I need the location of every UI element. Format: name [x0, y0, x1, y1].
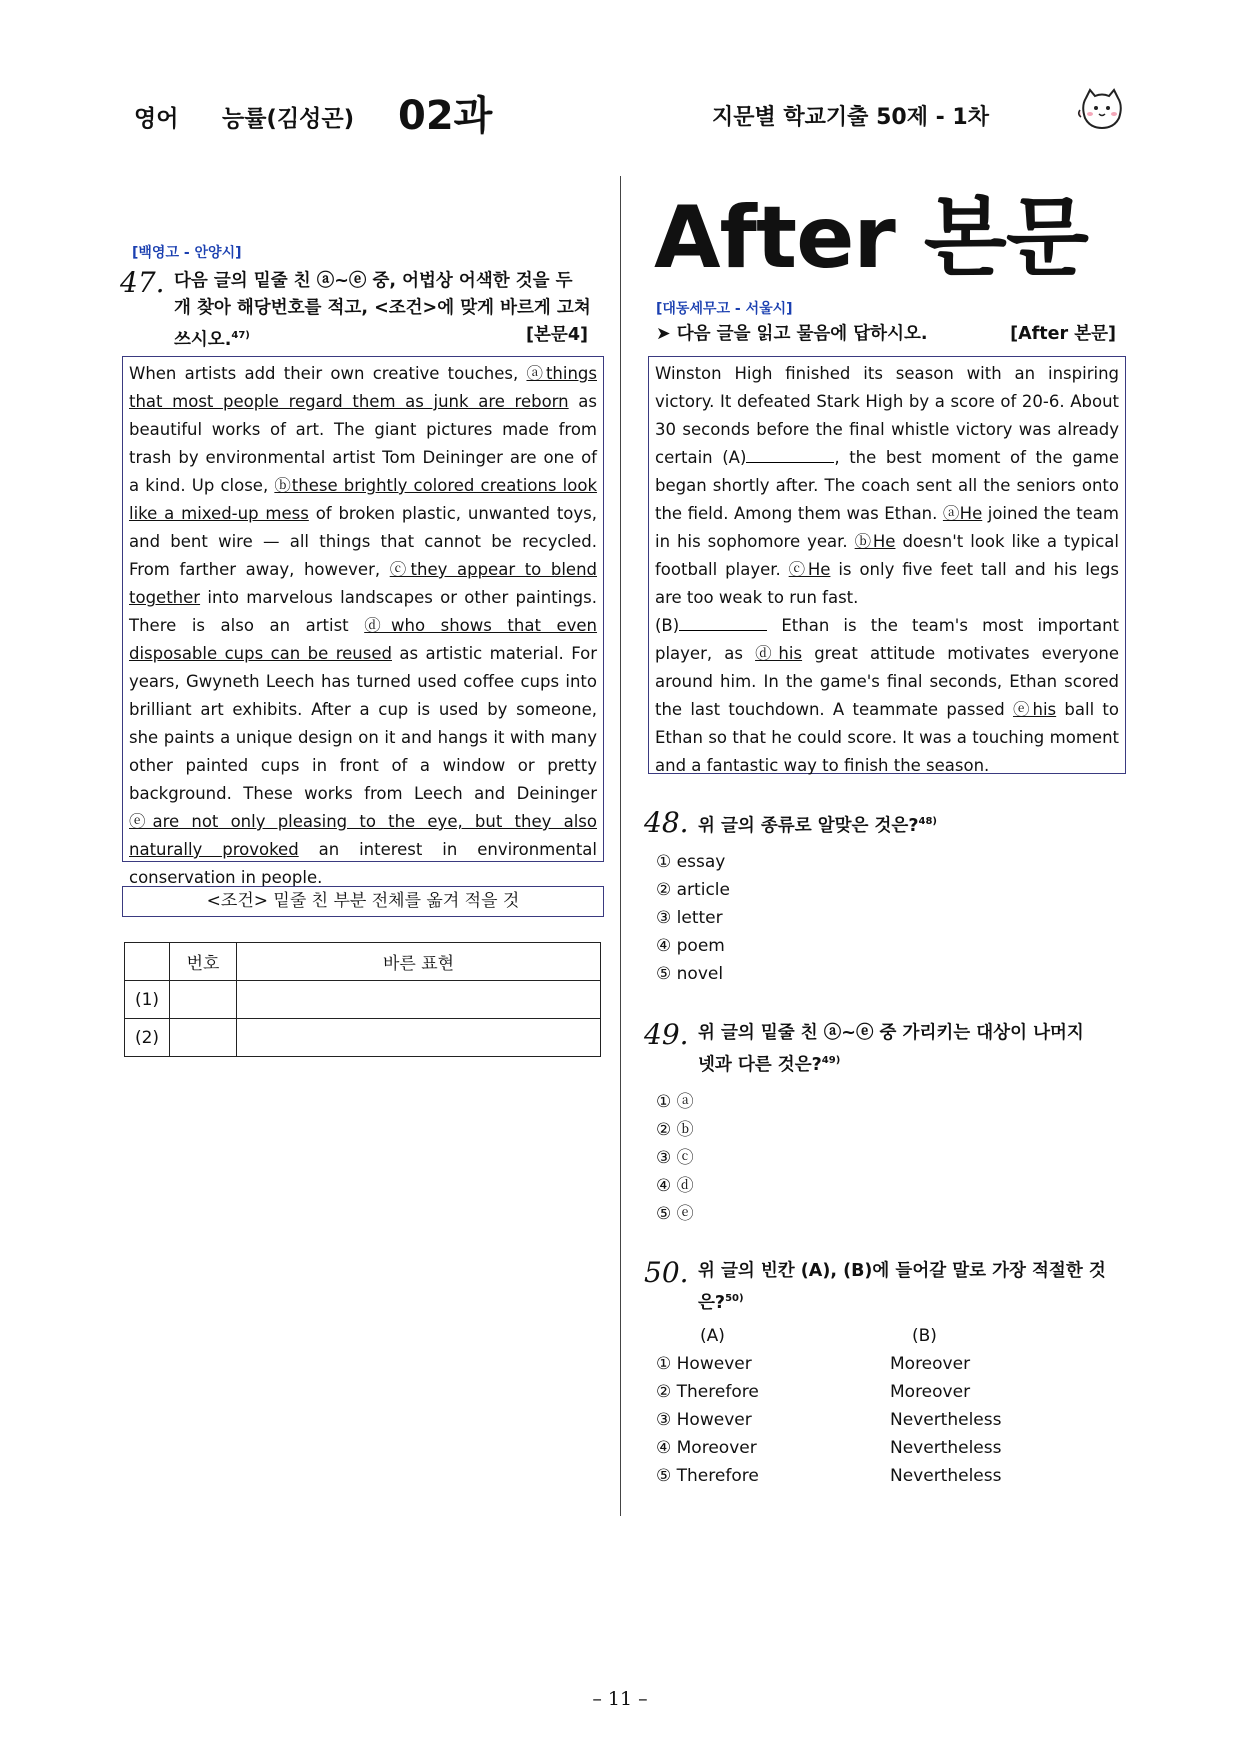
q48-option[interactable]: ③ letter — [656, 908, 723, 928]
passage-text: an interest in environmental conservation in people. — [129, 840, 598, 887]
q50-question — [698, 1258, 1122, 1317]
q48-option[interactable]: ④ poem — [656, 936, 725, 956]
q47-line2: 개 찾아 해당번호를 적고, <조건>에 맞게 바르게 고쳐 — [174, 298, 591, 318]
q50-option[interactable] — [656, 1462, 1096, 1490]
q47-passage-box — [122, 356, 604, 887]
q50-option[interactable] — [656, 1350, 1096, 1378]
column-divider — [620, 176, 621, 1516]
q48-options — [656, 848, 730, 988]
q48-option[interactable]: ⑤ novel — [656, 964, 724, 984]
passage-source: [대동세무고 - 서울시] — [656, 301, 793, 317]
right-passage-box — [648, 356, 1126, 774]
q50-option-a: ① However — [656, 1354, 752, 1374]
underline-c: ⓒthey appear to blend together — [129, 560, 597, 607]
section-title: After 본문 — [654, 188, 1088, 288]
underline-a: ⓐthings that most people regard them as junk are reborn — [129, 364, 597, 411]
q50-option-b: Moreover — [890, 1382, 971, 1402]
answer-table — [124, 942, 601, 1057]
q50-option-a: ⑤ Therefore — [656, 1466, 759, 1486]
q49-number: 49. — [644, 1018, 689, 1051]
lesson-label: 02과 — [398, 93, 493, 139]
q47-tag: [본문4] — [526, 325, 588, 345]
underline-e: ⓔare not only pleasing to the eye, but they also naturally provoked — [129, 812, 597, 859]
q47-source: [백영고 - 안양시] — [132, 245, 242, 261]
answer-correction-cell[interactable] — [237, 981, 601, 1019]
q49-footnote: 49) — [821, 1055, 841, 1066]
row-label: (1) — [125, 981, 170, 1019]
q49-line2: 넷과 다른 것은? — [698, 1054, 822, 1075]
passage-text: Ethan is the team's most important player, as — [655, 616, 1119, 663]
page-number: – 11 – — [592, 1688, 648, 1710]
passage-tag: [After 본문] — [1010, 324, 1116, 344]
passage-text: of broken plastic, unwanted toys, and bent wire — all things that cannot be recycled. From farther away, however, — [129, 504, 597, 579]
table-header-row — [125, 943, 601, 981]
q49-options — [656, 1088, 694, 1228]
q49-line1: 위 글의 밑줄 친 ⓐ~ⓔ 중 가리키는 대상이 나머지 — [698, 1023, 1084, 1043]
passage-text: is only five feet tall and his legs are too weak to run fast. — [655, 560, 1120, 607]
q50-head-b: (B) — [912, 1326, 937, 1346]
q50-number: 50. — [644, 1256, 689, 1289]
q50-option-b: Nevertheless — [890, 1438, 1002, 1458]
series-label: 지문별 학교기출 50제 - 1차 — [712, 105, 989, 130]
passage-text: into marvelous landscapes or other paintings. There is also an artist — [129, 588, 597, 635]
passage-text: as artistic material. For years, Gwyneth Leech has turned used coffee cups into brilliant art exhibits. After a cup is used by someone, she paints a unique design on it and hangs it with many other painted cups in front of a window or pretty background. These works from Leech and Deininger — [129, 644, 597, 803]
answer-correction-cell[interactable] — [237, 1019, 601, 1057]
q50-option-a: ③ However — [656, 1410, 752, 1430]
q50-option[interactable] — [656, 1434, 1096, 1462]
underline-b: ⓑHe — [854, 532, 896, 551]
underline-e: ⓔhis — [1013, 700, 1057, 719]
blank-b — [679, 614, 767, 631]
q49-option[interactable]: ① ⓐ — [656, 1092, 694, 1112]
passage-text: doesn't look like a typical football player. — [655, 532, 1119, 579]
passage-text: ball to Ethan so that he could score. It was a touching moment and a fantastic way to finish the season. — [655, 700, 1119, 775]
q47-question — [174, 268, 598, 354]
q50-option-b: Nevertheless — [890, 1410, 1002, 1430]
q47-line1: 다음 글의 밑줄 친 ⓐ~ⓔ 중, 어법상 어색한 것을 두 — [174, 271, 573, 291]
blank-b-label: (B) — [655, 616, 680, 635]
blank-a — [746, 446, 834, 463]
table-header-number: 번호 — [170, 943, 237, 981]
passage-text: joined the team in his sophomore year. — [655, 504, 1119, 551]
passage-instruction: ➤ 다음 글을 읽고 물음에 답하시오. — [656, 324, 928, 344]
q50-line1: 위 글의 빈칸 (A), (B)에 들어갈 말로 가장 적절한 것 — [698, 1261, 1106, 1281]
q49-option[interactable]: ③ ⓒ — [656, 1148, 694, 1168]
table-header-correction: 바른 표현 — [237, 943, 601, 981]
q49-option[interactable]: ⑤ ⓔ — [656, 1204, 694, 1224]
q50-options — [656, 1350, 1096, 1490]
q47-line3: 쓰시오. — [174, 329, 232, 350]
q48-question — [698, 808, 937, 840]
passage-text: When artists add their own creative touches, — [129, 364, 527, 383]
q50-option-b: Moreover — [890, 1354, 971, 1374]
q48-footnote: 48) — [918, 816, 937, 827]
table-row — [125, 981, 601, 1019]
q50-option-b: Nevertheless — [890, 1466, 1002, 1486]
passage-instruction-row — [656, 320, 1116, 345]
table-row — [125, 1019, 601, 1057]
q48-number: 48. — [644, 806, 689, 839]
q49-question — [698, 1020, 1122, 1079]
answer-number-cell[interactable] — [170, 1019, 237, 1057]
q50-line2: 은? — [698, 1292, 726, 1313]
underline-d: ⓓwho shows that even disposable cups can be reused — [129, 616, 598, 663]
q47-condition: <조건> 밑줄 친 부분 전체를 옮겨 적을 것 — [122, 886, 604, 917]
passage-text: , the best moment of the game began shortly after. The coach sent all the seniors onto the field. Among them was Ethan. — [655, 448, 1119, 523]
q50-option[interactable] — [656, 1378, 1096, 1406]
blank-a-label: (A) — [722, 448, 747, 467]
underline-c: ⓒHe — [788, 560, 831, 579]
q50-head-a: (A) — [700, 1326, 725, 1346]
q50-option-a: ② Therefore — [656, 1382, 759, 1402]
q48-option[interactable]: ① essay — [656, 852, 726, 872]
q47-number: 47. — [120, 266, 165, 299]
q49-option[interactable]: ④ ⓓ — [656, 1176, 694, 1196]
cat-doodle-icon — [1076, 84, 1128, 140]
subject-label: 영어 — [134, 106, 179, 132]
passage-text: Winston High finished its season with an inspiring victory. It defeated Stark High by a score of 20-6. About 30 seconds before the final whistle victory was already certain — [655, 364, 1119, 467]
publisher-label: 능률(김성곤) — [222, 106, 355, 132]
passage-text: as beautiful works of art. The giant pictures made from trash by environmental artist Tom Deininger are one of a kind. Up close, — [129, 392, 597, 495]
row-label: (2) — [125, 1019, 170, 1057]
table-corner — [125, 943, 170, 981]
passage-text: great attitude motivates everyone around him. In the game's final seconds, Ethan scored the last touchdown. A teammate passed — [655, 644, 1119, 719]
answer-number-cell[interactable] — [170, 981, 237, 1019]
underline-d: ⓓhis — [755, 644, 803, 663]
q47-footnote: 47) — [231, 330, 250, 341]
q49-option[interactable]: ② ⓑ — [656, 1120, 694, 1140]
q50-footnote: 50) — [725, 1293, 744, 1304]
q47-line3-row — [174, 322, 598, 354]
q50-option-a: ④ Moreover — [656, 1438, 757, 1458]
underline-a: ⓐHe — [942, 504, 983, 523]
q50-option[interactable] — [656, 1406, 1096, 1434]
q48-text: 위 글의 종류로 알맞은 것은? — [698, 815, 919, 836]
underline-b: ⓑthese brightly colored creations look like a mixed-up mess — [129, 476, 598, 523]
q48-option[interactable]: ② article — [656, 880, 730, 900]
